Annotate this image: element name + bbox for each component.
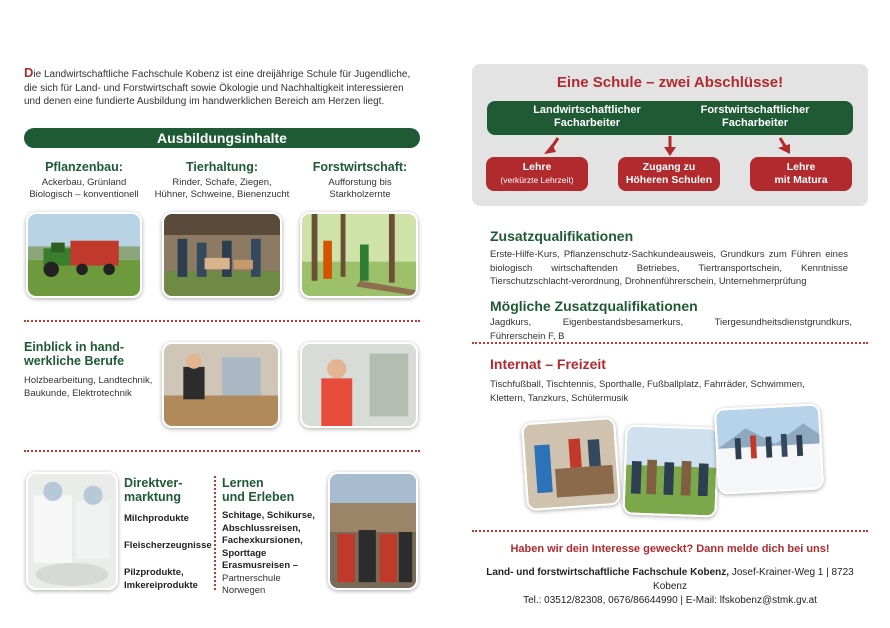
pflanzenbau-head: Pflanzenbau: (45, 160, 123, 174)
lehre-box: Lehre (verkürzte Lehrzeit) (486, 157, 588, 191)
einblick-line2: Baukunde, Elektrotechnik (24, 388, 132, 399)
lernen-head-1: Lernen (222, 476, 264, 490)
moeglich-text: Jagdkurs, Eigenbestandsbesamerkurs, Tiergesundheitsdienstgrundkurs, Führerschein F, B (490, 317, 852, 342)
lernen-partner: Partnerschule Norwegen (222, 572, 281, 596)
lernen-item-3: Fachexkursionen, (222, 535, 303, 546)
tierhaltung-line2: Hühner, Schweine, Bienenzucht (154, 189, 290, 200)
school-name: Land- und forstwirtschaftliche Fachschule Kobenz, (486, 567, 730, 578)
contact-line-1 (472, 566, 868, 594)
internat-text: Tischfußball, Tischtennis, Sporthalle, Fußballplatz, Fahrräder, Schwimmen, Klettern, Tanzkurs, Schülermusik (490, 379, 805, 404)
animals-photo (162, 212, 282, 298)
lernen-item-1: Schitage, Schikurse, (222, 510, 315, 521)
lernen-item-2: Abschlussreisen, (222, 522, 301, 534)
column-tierhaltung (154, 160, 290, 201)
forstwirtschaft-line1: Aufforstung bis (328, 177, 392, 188)
tractor-photo (26, 212, 142, 298)
workshop-photo (162, 342, 280, 428)
internat-photo-3 (714, 403, 824, 494)
column-forstwirtschaft (300, 160, 420, 201)
tierhaltung-line1: Rinder, Schafe, Ziegen, (172, 177, 272, 188)
column-pflanzenbau (24, 160, 144, 201)
tierhaltung-head: Tierhaltung: (186, 160, 258, 174)
einblick-head-1: Einblick in hand- (24, 340, 125, 354)
moeglich-title: Mögliche Zusatzqualifikationen (490, 298, 698, 314)
intro-paragraph (24, 66, 422, 109)
pflanzenbau-line1: Ackerbau, Grünland (41, 177, 127, 188)
internat-photo-1 (521, 417, 621, 511)
forestry-photo (300, 212, 418, 298)
forstwirt-label: Forstwirtschaftlicher Facharbeiter (700, 104, 810, 129)
vertical-divider (214, 476, 216, 590)
internat-title: Internat – Freizeit (490, 356, 606, 372)
hoehere-schulen-box: Zugang zu Höheren Schulen (618, 157, 720, 191)
forstwirtschaft-head: Forstwirtschaft: (312, 160, 408, 174)
arrow-middle-head-icon (664, 147, 676, 156)
internat-photo-2 (622, 424, 719, 517)
landwirt-label: Landwirtschaftlicher Facharbeiter (533, 104, 641, 129)
divider-1 (24, 320, 420, 322)
lernen-section (222, 476, 326, 598)
contact-line-2[interactable]: Tel.: 03512/82308, 0676/86644990 | E-Mail: lfskobenz@stmk.gv.at (523, 595, 817, 606)
dairy-photo (26, 472, 118, 590)
direkt-item-4: Imkereiprodukte (124, 580, 198, 591)
contact-block (472, 566, 868, 608)
direkt-item-3: Pilzprodukte, (124, 567, 184, 578)
zusatz-text: Erste-Hilfe-Kurs, Pflanzenschutz-Sachkundeausweis, Grundkurs zum Führen eines biologisch wirtschaftenden Betriebes, Tiertransportschein, Kenntnisse Tierschutzschlacht-verordnung, Drohnenführerschein, Unternehmerprüfung (490, 249, 848, 287)
forstwirtschaft-line2: Starkholzernte (329, 189, 391, 200)
lernen-head-2: und Erleben (222, 490, 295, 504)
divider-4 (472, 530, 868, 532)
lernen-item-5: Erasmusreisen – (222, 560, 299, 571)
intro-text: ie Landwirtschaftliche Fachschule Kobenz ist eine dreijährige Schule für Jugendliche, die sich für Land- und Forstwirtschaft sowie Ökologie und Nachhaltigkeit interessieren und denen eine fundierte Ausbildung im handwerklichen Bereich am Herzen liegt. (24, 69, 411, 107)
direkt-head-2: marktung (124, 490, 181, 504)
facharbeiter-box (487, 101, 853, 135)
group-photo (328, 472, 418, 590)
ausbildung-title: Ausbildungsinhalte (24, 128, 420, 148)
lernen-item-4: Sporttage (222, 547, 267, 559)
direkt-head-1: Direktver- (124, 476, 183, 490)
direkt-item-1: Milchprodukte (124, 513, 189, 524)
einblick-head-2: werkliche Berufe (24, 354, 125, 368)
direkt-section (124, 476, 212, 592)
einblick-section (24, 340, 159, 400)
matura-box: Lehre mit Matura (750, 157, 852, 191)
zusatz-title: Zusatzqualifikationen (490, 228, 634, 244)
abschluss-title: Eine Schule – zwei Abschlüsse! (556, 74, 784, 91)
intro-dropcap: D (24, 65, 34, 80)
einblick-line1: Holzbearbeitung, Landtechnik, (24, 375, 153, 386)
electric-photo (300, 342, 418, 428)
divider-3 (472, 342, 868, 344)
cta-text: Haben wir dein Interesse geweckt? Dann melde dich bei uns! (510, 543, 830, 555)
direkt-item-2: Fleischerzeugnisse (124, 540, 212, 551)
school-address: Josef-Krainer-Weg 1 | 8723 Kobenz (653, 567, 854, 592)
pflanzenbau-line2: Biologisch – konventionell (29, 189, 139, 200)
flow-arrows (472, 134, 868, 158)
divider-2 (24, 450, 420, 452)
